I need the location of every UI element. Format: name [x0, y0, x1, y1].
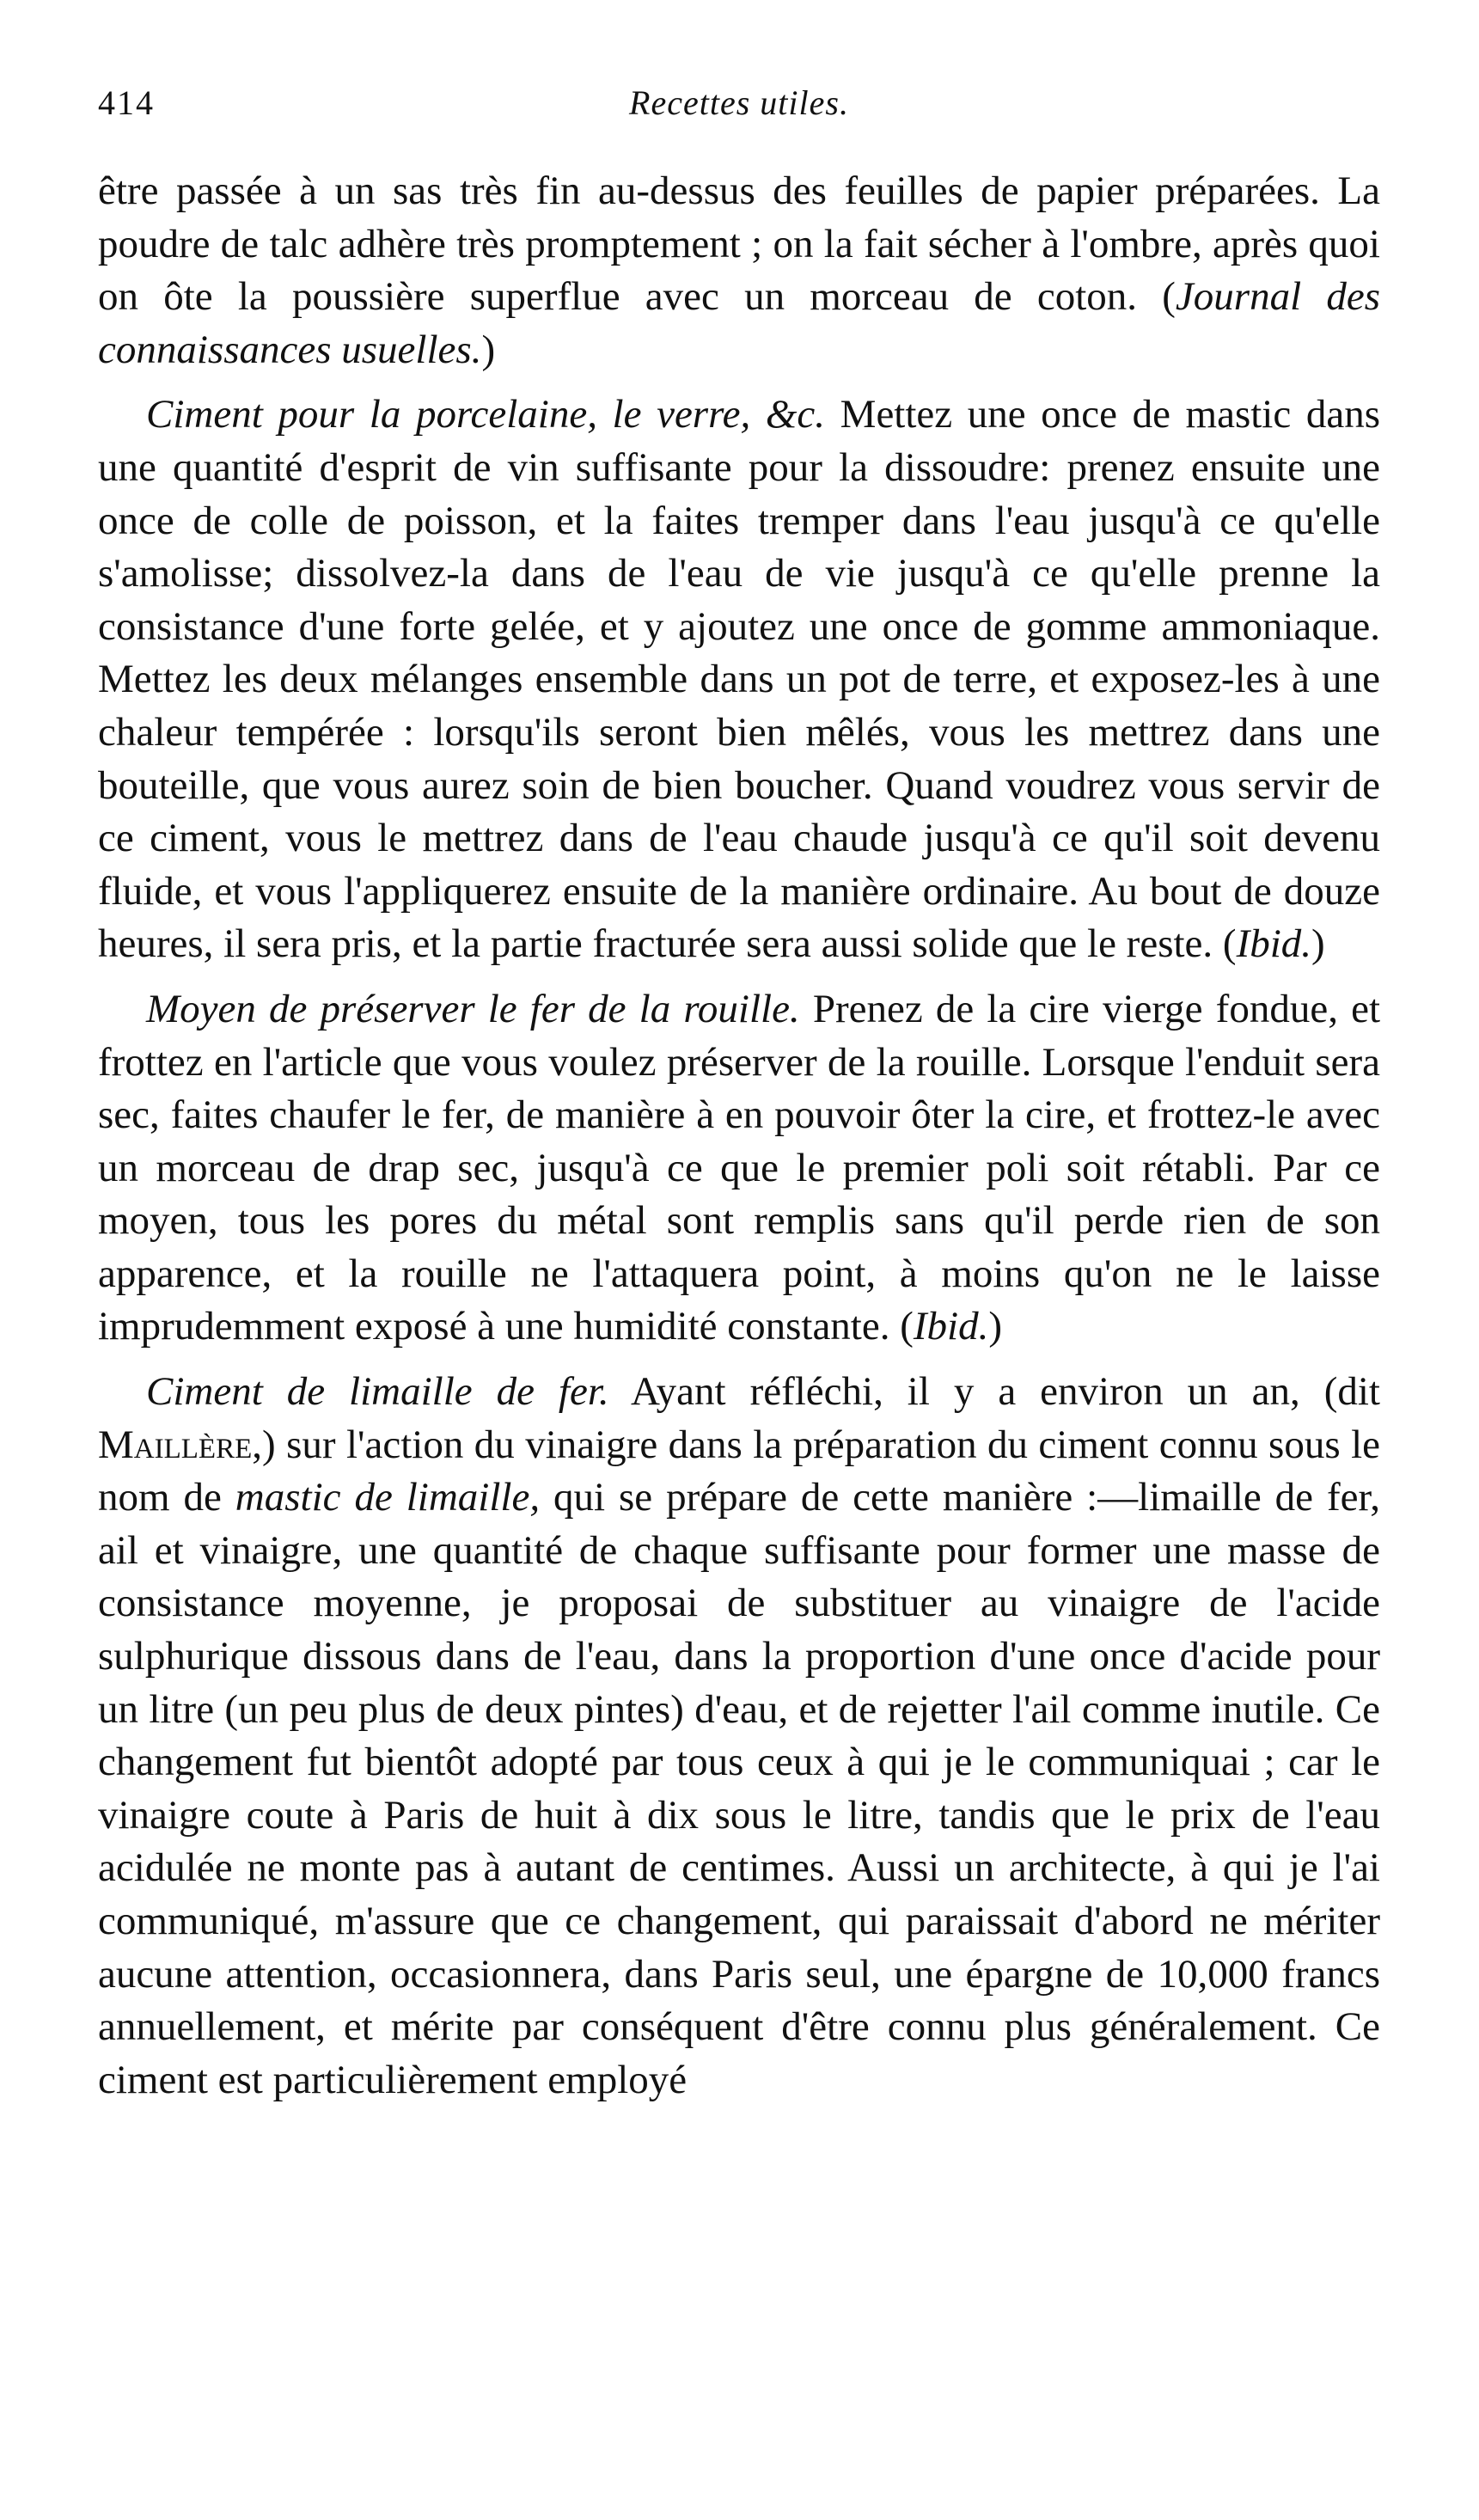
author-name: Maillère — [98, 1422, 253, 1467]
text-segment: être passée à un sas très fin au-dessus des feuilles de papier préparées. La poudre de talc adhère très promptement ; on la fait sécher à l'ombre, après quoi on ôte la poussière superflue avec un morceau de coton. ( — [98, 168, 1380, 320]
paragraph-talc-continuation — [98, 165, 1380, 376]
source-citation: Ibid. — [1236, 921, 1312, 967]
text-segment: ) — [988, 1304, 1003, 1349]
running-title: Recettes utiles. — [629, 83, 849, 122]
text-segment: qui se prépare de cette manière :—limaille de fer, ail et vinaigre, une quantité de chaque suffisante pour former une masse de consistance moyenne, je proposai de substituer au vinaigre de l'acide sulphurique dissous dans de l'eau, dans la proportion d'une once d'acide pour un litre (un peu plus de deux pintes) d'eau, et de rejetter l'ail comme inutile. Ce changement fut bientôt adopté par tous ceux à qui je le communiquai ; car le vinaigre coute à Paris de huit à dix sous le litre, tandis que le prix de l'eau acidulée ne monte pas à autant de centimes. Aussi un architecte, à qui je l'ai communiqué, m'assure que ce changement, qui paraissait d'abord ne mériter aucune attention, occasionnera, dans Paris seul, une épargne de 10,000 francs annuellement, et mérite par conséquent d'être connu plus généralement. Ce ciment est particulièrement employé — [98, 1475, 1380, 2102]
source-citation: Journal des connaissances usuelles. — [98, 274, 1380, 372]
text-segment: Ayant réfléchi, il y a environ un an, (dit — [608, 1369, 1380, 1415]
page-body — [98, 165, 1380, 2107]
paragraph-ciment-porcelaine — [98, 388, 1380, 971]
paragraph-fer-rouille — [98, 983, 1380, 1354]
recipe-heading: Ciment de limaille de fer. — [146, 1369, 609, 1415]
text-segment: ) — [481, 327, 496, 372]
text-segment: ,) sur l'action du vinaigre dans la préparation du ciment connu sous le nom de — [98, 1422, 1380, 1520]
source-citation: Ibid. — [913, 1304, 989, 1349]
page-header — [98, 76, 1380, 131]
book-page — [98, 76, 1380, 2107]
text-segment: ) — [1311, 921, 1325, 967]
recipe-heading: Ciment pour la porcelaine, le verre, &c. — [146, 392, 826, 437]
text-segment: Prenez de la cire vierge fondue, et frottez en l'article que vous voulez préserver de la rouille. Lorsque l'enduit sera sec, faites chaufer le fer, de manière à en pouvoir ôter la cire, et frottez-le avec un morceau de drap sec, jusqu'à ce que le premier poli soit rétabli. Par ce moyen, tous les pores du métal sont remplis sans qu'il perde rien de son apparence, et la rouille ne l'attaquera point, à moins qu'on ne le laisse imprudemment exposé à une humidité constante. ( — [98, 986, 1380, 1349]
italic-term: mastic de limaille, — [235, 1475, 541, 1520]
paragraph-ciment-limaille — [98, 1366, 1380, 2107]
recipe-heading: Moyen de préserver le fer de la rouille. — [146, 986, 800, 1031]
text-segment: Mettez une once de mastic dans une quantité d'esprit de vin suffisante pour la dissoudre: prenez ensuite une once de colle de poisson, et la faites tremper dans l'eau jusqu'à ce qu'elle s'amolisse; dissolvez-la dans de l'eau de vie jusqu'à ce qu'elle prenne la consistance d'une forte gelée, et y ajoutez une once de gomme ammoniaque. Mettez les deux mélanges ensemble dans un pot de terre, et exposez-les à une chaleur tempérée : lorsqu'ils seront bien mêlés, vous les mettrez dans une bouteille, que vous aurez soin de bien boucher. Quand voudrez vous servir de ce ciment, vous le mettrez dans de l'eau chaude jusqu'à ce qu'il soit devenu fluide, et vous l'appliquerez ensuite de la manière ordinaire. Au bout de douze heures, il sera pris, et la partie fracturée sera aussi solide que le reste. ( — [98, 392, 1380, 967]
page-number: 414 — [98, 83, 155, 122]
